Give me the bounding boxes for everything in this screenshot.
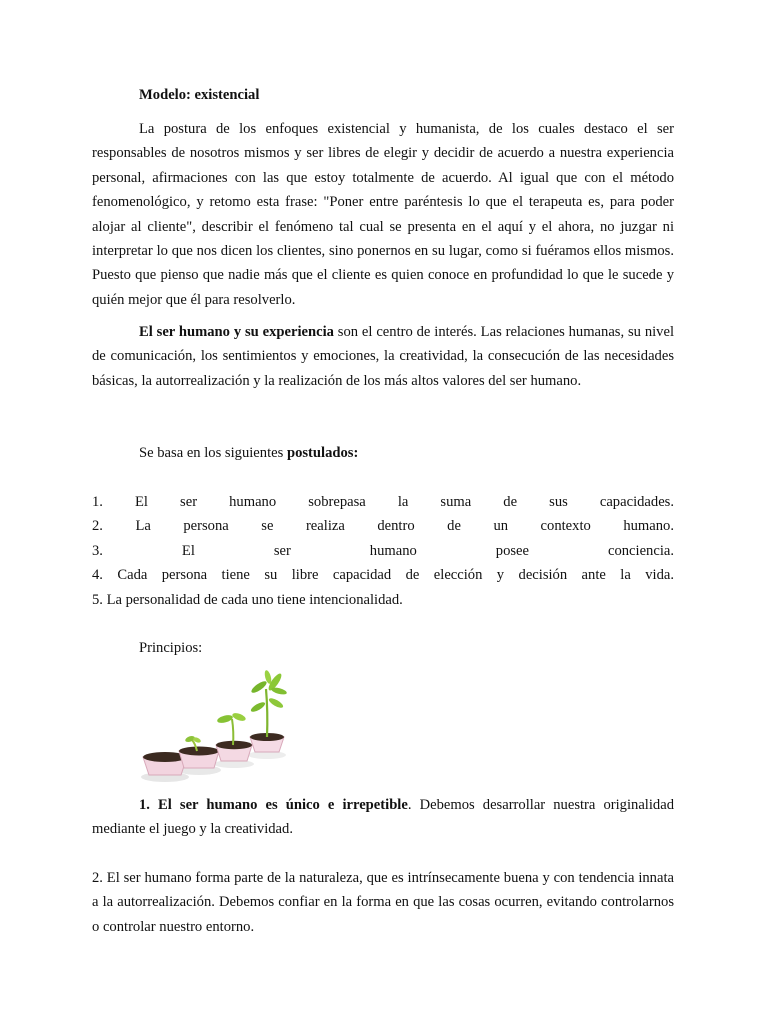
principle-1-bold: 1. El ser humano es único e irrepetible <box>139 797 408 813</box>
principle-1 <box>92 793 674 842</box>
experience-text: son el centro de interés. Las relaciones humanas, su nivel de comunicación, los sentimientos y emociones, la creatividad, la consecución de las necesidades básicas, la autorrealización y la realización de los más altos valores del ser humano. <box>92 324 674 389</box>
heading-label: Modelo: existencial <box>139 87 260 103</box>
section-heading <box>92 83 674 107</box>
postulate-item: 2. La persona se realiza dentro de un contexto humano. <box>92 518 674 535</box>
principle-2: 2. El ser humano forma parte de la naturaleza, que es intrínsecamente buena y con tendencia innata a la autorrealización. Debemos confiar en la forma en que las cosas ocurren, evitando controlarnos o controlar nuestro entorno. <box>92 870 674 935</box>
postulate-item: 5. La personalidad de cada uno tiene intencionalidad. <box>92 591 403 608</box>
postulate-item: 3. El ser humano posee conciencia. <box>92 542 674 559</box>
experience-bold: El ser humano y su experiencia <box>139 324 334 340</box>
postulates-intro <box>92 441 674 465</box>
postulates-list <box>92 490 674 612</box>
postulates-intro-bold: postulados: <box>286 445 359 461</box>
postulate-item: 4. Cada persona tiene su libre capacidad de elección y decisión ante la vida. <box>92 567 674 584</box>
postulates-intro-text: Se basa en los siguientes <box>139 445 287 461</box>
principle-1-text: . Debemos desarrollar nuestra originalidad mediante el juego y la creatividad. <box>92 797 674 838</box>
intro-paragraph: La postura de los enfoques existencial y humanista, de los cuales destaco el ser responsables de nosotros mismos y ser libres de elegir y decidir de acuerdo a nuestra experiencia personal, afirmaciones con las que estoy totalmente de acuerdo. Al igual que con el método fenomenológico, y retomo esta frase: "Poner entre paréntesis lo que el terapeuta es, para poder alojar al cliente", describir el fenómeno tal cual se presenta en el aquí y el ahora, no juzgar ni interpretar lo que nos dicen los clientes, sino ponernos en su lugar, como si fuéramos ellos mismos. Puesto que pienso que nadie más que el cliente es quien conoce en profundidad lo que le sucede y quién mejor que él para resolverlo. <box>92 121 674 308</box>
postulate-item: 1. El ser humano sobrepasa la suma de sus capacidades. <box>92 494 674 510</box>
principles-label: Principios: <box>139 640 203 656</box>
seedlings-image <box>137 667 290 788</box>
experience-paragraph <box>92 320 674 393</box>
